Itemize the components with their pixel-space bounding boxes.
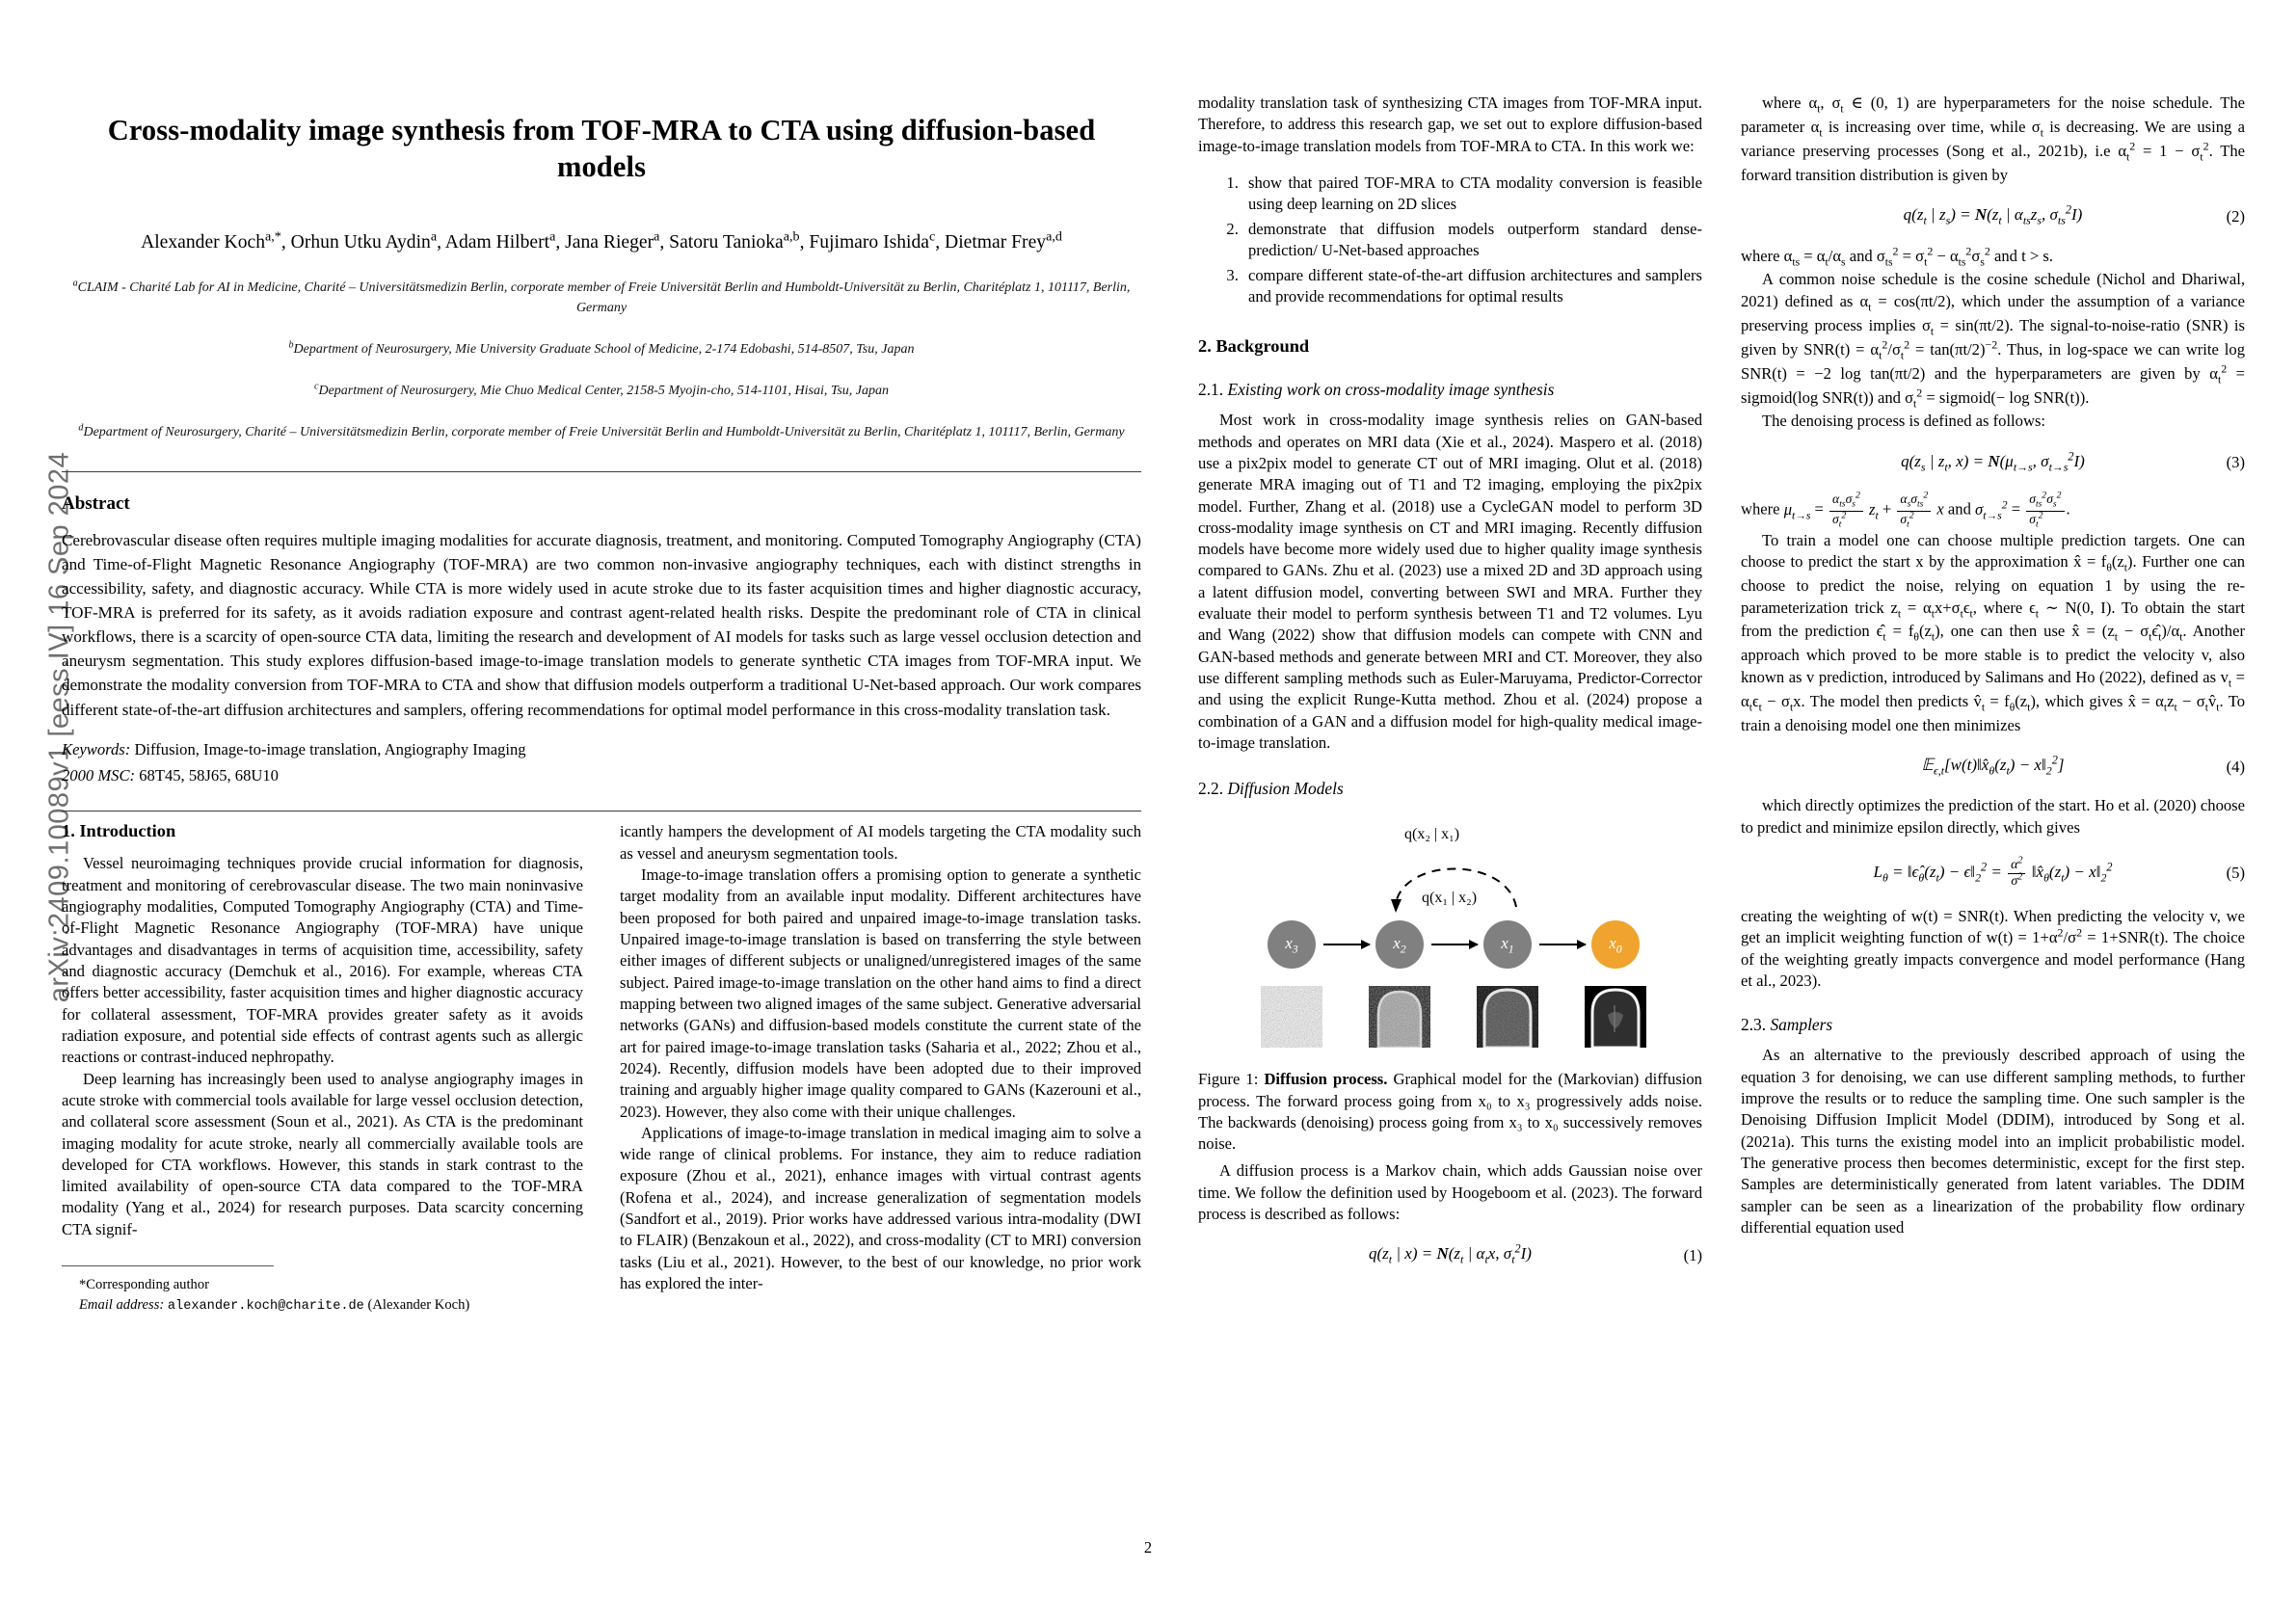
figure-1-caption-label: Figure 1:	[1198, 1070, 1259, 1089]
background-paragraph-2-1: Most work in cross-modality image synthesis relies on GAN-based methods and operates on MRI data (Xie et al., 2024). Maspero et al. (2018) use a pix2pix model to generate CT out of MRI imaging. Olut et al. (2018) generate MRA imaging out of T1 and T2 imaging, employing the pix2pix model. Further, Zhang et al. (2018) use a CycleGAN model to perform 3D cross-modality image synthesis on CT and MRI imaging. Recently diffusion models have become more widely used due to higher quality image synthesis compared to GANs. Zhu et al. (2023) use a mixed 2D and 3D approach using a latent diffusion model, converting between SWI and MRA. Further they evaluate their model to perform synthesis between T1 and T2 volumes. Lyu and Wang (2022) show that diffusion models can compete with CNN and GAN-based methods and generate between MRI and CT. Moreover, they also use different sampling methods such as Euler-Maruyama, Predictor-Corrector and using the explicit Runge-Kutta method. Zhou et al. (2024) propose a combination of a GAN and a diffusion model for high-quality medical image-to-image translation.	[1198, 411, 1702, 752]
equation-4-number: (4)	[2226, 757, 2245, 776]
page-title: Cross-modality image synthesis from TOF-MRA to CTA using diffusion-based models	[107, 114, 1096, 184]
equation-5-number: (5)	[2226, 864, 2245, 882]
intro-paragraph-1: Vessel neuroimaging techniques provide crucial information for diagnosis, treatment and monitoring of cerebrovascular disease. The two main noninvasive angiography modalities, Computed Tomography Angiography (CTA) and Time-of-Flight Magnetic Resonance Angiography (TOF-MRA) have unique advantages and disadvantages in terms of acquisition time, accessibility, safety and diagnostic accuracy (Demchuk et al., 2016). For example, whereas CTA offers better accessibility, faster acquisition times and higher diagnostic accuracy for collateral assessment, TOF-MRA provides greater safety as it avoids radiation exposure, and potential side effects of contrast agents such as allergic reactions or contrast-induced nephropathy.	[62, 854, 583, 1067]
affiliation-list	[62, 278, 1141, 442]
figure-1	[1198, 820, 1702, 1155]
equation-4	[1741, 753, 2245, 778]
subsection-title-2-2: Diffusion Models	[1227, 779, 1344, 799]
page-right-column-block	[1198, 93, 2245, 1538]
msc-value: 68T45, 58J65, 68U10	[139, 765, 279, 785]
math-text-after-eq3b: To train a model one can choose multiple prediction targets. One can choose to predict the start x by the approximation x̂ = $f_\theta(z_t)$. Further one can choose to predict the noise, relying on equation 1 by using the re-parameterization trick $z_t = \alpha_tx+\sigma_t\epsilon_t$, where $\epsilon_t$ ∼ N(0, I). To obtain the start from the prediction $\epsilon̂_t = f_\theta(z_t)$, one can then use x̂ = ($z_t$ − $\sigma_t\epsilon̂_t)/\alpha_t$. Another approach which proved to be more stable is to predict the velocity v, also known as v prediction, introduced by Salimans and Ho (2022), defined as $v_t = \alpha_t\epsilon_t - \sigma_tx$. The model then predicts $v̂_t = f_\theta(z_t)$, which gives x̂ = $\alpha_tz_t$ − $\sigma_tv̂_t$. To train a denoising model one then minimizes	[1741, 530, 2245, 734]
equation-1-body: $q(z_t$ | $x) = N(z_t$ | $\alpha_tx$, $\sigma_t^2I$)	[1369, 1241, 1532, 1266]
intro-paragraph-2: Deep learning has increasingly been used to analyse angiography images in acute stroke with commercial tools available for large vessel occlusion detection, and collateral score assessment (Soun et al., 2021). As CTA is the predominant imaging modality for acute stroke, nearly all commercially available tools are developed for CTA workflows. However, this stands in stark contrast to the limited availability of open-source CTA data compared to the TOF-MRA modality (Yang et al., 2024) for research purposes. Data scarcity concerning CTA signif-	[62, 1069, 583, 1238]
figure-1-thumbnail-noise	[1261, 986, 1322, 1048]
figure-1-node-x0	[1591, 920, 1640, 969]
math-text-after-eq2a: where $\alpha_{ts} = \alpha_t/\alpha_s$ and $\sigma_{ts}^2 = \sigma_t^2 - \alpha_{ts}^2\sigma_s^2$ and t > s.	[1741, 243, 2053, 268]
keywords-line	[62, 738, 1141, 762]
section-heading-background: 2. Background	[1198, 336, 1310, 357]
figure-1-edge-label-2: q(x₁ | x₂)	[1422, 890, 1478, 907]
msc-label: 2000 MSC:	[62, 765, 136, 785]
abstract-text: Cerebrovascular disease often requires multiple imaging modalities for accurate diagnosis, treatment, and monitoring. Computed Tomography Angiography (CTA) and Time-of-Flight Magnetic Resonance Angiography (TOF-MRA) are two common non-invasive angiography techniques, each with distinct strengths in accessibility, safety, and diagnostic accuracy. While CTA is more widely used in acute stroke due to its faster acquisition times and higher diagnostic accuracy, TOF-MRA is preferred for its safety, as it avoids radiation exposure and contrast agent-related health risks. Despite the predominant role of CTA in clinical workflows, there is a scarcity of open-source CTA data, limiting the research and development of AI models for tasks such as large vessel occlusion detection and aneurysm segmentation. This study explores diffusion-based image-to-image translation models to generate synthetic CTA images from TOF-MRA input. We demonstrate the modality conversion from TOF-MRA to CTA and show that diffusion models outperform a traditional U-Net-based approach. Our work compares different state-of-the-art diffusion architectures and samplers, offering recommendations for optimal model performance in this cross-modality translation task.	[62, 530, 1141, 719]
figure-1-node-x2	[1375, 920, 1424, 969]
contributions-list	[1198, 173, 1702, 307]
intro-paragraph-3: icantly hampers the development of AI models targeting the CTA modality such as vessel and aneurysm segmentation tools.	[620, 822, 1141, 863]
footnote-email-label: Email address:	[79, 1296, 165, 1313]
equation-1	[1198, 1241, 1702, 1266]
affiliation-c: $^c$Department of Neurosurgery, Mie Chuo Medical Center, 2158-5 Myojin-cho, 514-1101, Hisai, Tsu, Japan	[313, 381, 890, 398]
math-text-mu-definition: where $\mu_{t\to s}$ = $\frac{\alpha_{ts}\sigma_s^2}{\sigma_t^2}$ $z_t$ + $\frac{\alpha_s\sigma_{ts}^2}{\sigma_t^2}$ x and $\sigma_{t\to s}^2$ = $\frac{\sigma_{ts}^2\sigma_s^2}{\sigma_t^2}$ .	[1741, 490, 2070, 530]
figure-1-node-x3	[1268, 920, 1316, 969]
math-text-after-eq5: creating the weighting of w(t) = SNR(t). When predicting the velocity v, we get an implicit weighting function of $w(t) = 1+\alpha^2/\sigma^2 = 1+SNR(t)$. The choice of the weighting greatly impacts convergence and model performance (Hang et al., 2023).	[1741, 907, 2245, 991]
page-number: 2	[1143, 1538, 1153, 1556]
divider-bottom	[62, 811, 1141, 812]
node-label-x0: $x_0$	[1609, 933, 1622, 955]
contribution-item-2: 2. demonstrate that diffusion models outperform standard dense-prediction/ U-Net-based approaches	[1242, 219, 1702, 262]
figure-1-node-x1	[1483, 920, 1532, 969]
body-column-2	[620, 821, 1141, 1316]
node-label-x2: $x_2$	[1393, 933, 1406, 955]
math-text-after-eq4: which directly optimizes the prediction of the start. Ho et al. (2020) choose to predict and minimize epsilon directly, which gives	[1741, 796, 2245, 837]
equation-1-number: (1)	[1683, 1245, 1702, 1264]
equation-2-number: (2)	[2226, 206, 2245, 226]
equation-2	[1741, 202, 2245, 227]
section-heading-introduction: 1. Introduction	[62, 821, 176, 841]
contribution-item-1: 1. show that paired TOF-MRA to CTA modality conversion is feasible using deep learning on 2D slices	[1242, 173, 1702, 216]
samplers-paragraph: As an alternative to the previously described approach of using the equation 3 for denoising, we can use different sampling methods, to further improve the results or to reduce the sampling time. One such sampler is the Denoising Diffusion Implicit Model (DDIM), introduced by Song et al. (2021a). This turns the existing model into an implicit probabilistic model. The generative process then becomes deterministic, except for the first step. Samples are deterministically generated from latent variables. The DDIM sampler can be seen as a linearization of the probability flow ordinary differential equation used	[1741, 1046, 2245, 1237]
body-column-1	[62, 821, 583, 1316]
math-text-after-eq1: where $\alpha_t$, $\sigma_t$ ∈ (0, 1) are hyperparameters for the noise schedule. The parameter $\alpha_t$ is increasing over time, while $\sigma_t$ is decreasing. We are using a variance preserving processes (Song et al., 2021b), i.e $\alpha_t^2 = 1 - \sigma_t^2$. The forward transition distribution is given by	[1741, 93, 2246, 184]
two-column-body	[62, 821, 1141, 1316]
subsection-title-2-1: Existing work on cross-modality image synthesis	[1227, 380, 1555, 400]
forward-arrow-2	[1431, 944, 1478, 945]
keywords-value: Diffusion, Image-to-image translation, Angiography Imaging	[134, 739, 526, 758]
right-two-column-body	[1198, 93, 2245, 1285]
arxiv-stamp: arXiv:2409.10089v1 [eess.IV] 16 Sep 2024	[43, 451, 75, 1003]
subsection-heading-2-2	[1198, 779, 1702, 799]
subsection-number-2-1: 2.1.	[1198, 380, 1224, 400]
equation-3	[1741, 449, 2245, 474]
denoising-intro: The denoising process is defined as follows:	[1762, 412, 2046, 431]
keywords-label: Keywords:	[62, 739, 131, 758]
math-text-after-eq2b: A common noise schedule is the cosine schedule (Nichol and Dhariwal, 2021) defined as $\alpha_t = \cos(\pi t/2)$, which under the assumption of a variance preserving process implies $\sigma_t = \sin(\pi t/2)$. The signal-to-noise-ratio (SNR) is given by $SNR(t) = \alpha_t^2/\sigma_t^2 = \tan(\pi t/2)^{-2}$. Thus, in log-space we can write log SNR(t) = −2 log tan(πt/2) and the hyperparameters are given by $\alpha_t^2$ = sigmoid(log SNR(t)) and $\sigma_t^2$ = sigmoid(− log SNR(t)).	[1741, 270, 2246, 410]
forward-arrow-1	[1323, 944, 1370, 945]
divider-top	[62, 471, 1141, 472]
node-label-x1: $x_1$	[1501, 933, 1514, 955]
subsection-title-2-3: Samplers	[1770, 1015, 1833, 1035]
equation-5	[1741, 855, 2245, 889]
figure-1-edge-label-1: q(x₂ | x₁)	[1404, 826, 1460, 843]
figure-1-thumbnail-heavy-noise	[1369, 986, 1430, 1048]
subsection-number-2-3: 2.3.	[1741, 1015, 1767, 1035]
equation-5-body: $L_\theta$ = $‖\epsilon̂_\theta(z_t)$ − $\epsilon‖_2^2$ = $\frac{\alpha^2}{\sigma^2}$ $‖x̂_\theta(z_t)$ − $x‖_2^2$	[1873, 855, 2113, 889]
equation-4-body: $𝔼_{\epsilon,t}[w(t)‖x̂_\theta(z_t)$ − $x‖_2^2$]	[1921, 753, 2065, 778]
equation-3-number: (3)	[2226, 453, 2245, 472]
subsection-heading-2-1	[1198, 380, 1702, 400]
intro-paragraph-4: Image-to-image translation offers a promising option to generate a synthetic target modality from an available input modality. Different architectures have been proposed for both paired and unpaired image-to-image translation tasks. Unpaired image-to-image translation is based on transferring the style between either images of different subjects or unaligned/unregistered images of the same subject. Paired image-to-image translation on the other hand aims to find a direct mapping between two aligned images of the same subject. Generative adversarial networks (GANs) and diffusion-based models constitute the current state of the art for paired image-to-image translation tasks (Saharia et al., 2022; Zhou et al., 2024). Recently, diffusion models have been adopted due to their improved training and arguably higher image quality compared to GANs (Kazerouni et al., 2023). However, they also come with their unique challenges.	[620, 865, 1141, 1121]
affiliation-b: $^b$Department of Neurosurgery, Mie University Graduate School of Medicine, 2-174 Edobashi, 514-8507, Tsu, Japan	[288, 339, 915, 357]
author-list: Alexander Koch$^{a,*}$, Orhun Utku Aydin$^a$, Adam Hilbert$^a$, Jana Rieger$^a$, Satoru Tanioka$^{a,b}$, Fujimaro Ishida$^c$, Dietmar Frey$^{a,d}$	[141, 228, 1062, 253]
subsection-number-2-2: 2.2.	[1198, 779, 1224, 799]
figure-1-thumbnail-clean-ct	[1585, 986, 1646, 1048]
forward-arrow-3	[1539, 944, 1586, 945]
intro-paragraph-6: modality translation task of synthesizing CTA images from TOF-MRA input. Therefore, to address this research gap, we set out to explore diffusion-based image-to-image translation models from TOF-MRA to CTA. In this work we:	[1198, 93, 1702, 155]
node-label-x3: $x_3$	[1285, 933, 1298, 955]
figure-1-caption-bold: Diffusion process.	[1264, 1070, 1388, 1089]
figure-1-caption	[1198, 1069, 1702, 1155]
contribution-item-3: 3. compare different state-of-the-art diffusion architectures and samplers and provide recommendations for optimal results	[1242, 265, 1702, 308]
figure-1-thumbnail-light-noise	[1477, 986, 1538, 1048]
footnote-corresponding: *Corresponding author	[79, 1277, 209, 1293]
equation-3-body: $q(z_s$ | $z_t$, $x) = N(\mu_{t\to s}$, $\sigma_{t\to s}^2I$)	[1901, 449, 2085, 474]
footnote-email-address[interactable]: alexander.koch@charite.de	[167, 1298, 364, 1314]
abstract-heading: Abstract	[62, 492, 130, 514]
affiliation-d: $^d$Department of Neurosurgery, Charité – Universitätsmedizin Berlin, corporate member of Freie Universität Berlin and Humboldt-Universität zu Berlin, Charitéplatz 1, 101117, Berlin, Germany	[78, 422, 1125, 439]
footnote-rule	[62, 1265, 274, 1266]
footnote-email-owner: (Alexander Koch)	[367, 1296, 470, 1313]
figure-1-caption-text: Graphical model for the (Markovian) diffusion process. The forward process going from x₀ to x₃ progressively adds noise. The backwards (denoising) process going from x₃ to x₀ successively removes noise.	[1198, 1070, 1702, 1153]
body-column-3	[1198, 93, 1702, 1285]
subsection-heading-2-3	[1741, 1015, 2245, 1035]
equation-2-body: $q(z_t$ | $z_s) = N(z_t$ | $\alpha_{ts}z_s$, $\sigma_{ts}^2I$)	[1903, 202, 2083, 227]
background-paragraph-2-2: A diffusion process is a Markov chain, which adds Gaussian noise over time. We follow the definition used by Hoogeboom et al. (2023). The forward process is described as follows:	[1198, 1161, 1702, 1223]
intro-paragraph-5: Applications of image-to-image translation in medical imaging aim to solve a wide range of clinical problems. For instance, they aim to reduce radiation exposure (Zhou et al., 2021), enhance images with virtual contrast agents (Rofena et al., 2024), and increase generalization of segmentation models (Sandfort et al., 2019). Prior works have addressed various intra-modality (DWI to FLAIR) (Benzakoun et al., 2022), and cross-modality (CT to MRI) conversion tasks (Liu et al., 2021). However, to the best of our knowledge, no prior work has explored the inter-	[620, 1123, 1141, 1293]
body-column-4	[1741, 93, 2245, 1285]
footnote-block	[62, 1265, 583, 1316]
footnote-email	[62, 1295, 583, 1316]
msc-line	[62, 764, 1141, 788]
page-left-column-block	[62, 93, 1141, 1538]
figure-1-canvas	[1198, 820, 1702, 1057]
affiliation-a: $^a$CLAIM - Charité Lab for AI in Medicine, Charité – Universitätsmedizin Berlin, corporate member of Freie Universität Berlin and Humboldt-Universität zu Berlin, Charitéplatz 1, 101117, Berlin, Germany	[72, 278, 1131, 315]
